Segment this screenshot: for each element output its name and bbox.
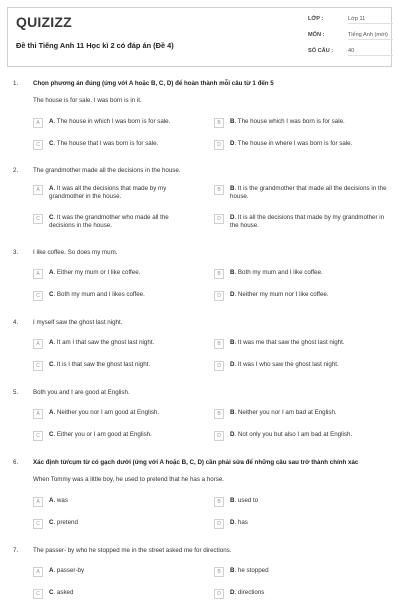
option-letter: C [49, 431, 54, 438]
option-letter: B [230, 409, 235, 416]
option-text: Not only you but also I am bad at English. [237, 431, 353, 438]
option-text: The house which I was born is for sale. [237, 118, 345, 125]
meta-value: Lớp 11 [348, 16, 393, 24]
option-letter-box: B [214, 409, 224, 419]
question-number: 6. [13, 459, 19, 466]
option-text: Both my mum and I like coffee. [237, 269, 323, 276]
meta-label: SỐ CÂU : [308, 48, 334, 54]
option-letter-box: A [33, 339, 43, 349]
meta-label: LỚP : [308, 16, 324, 22]
option-letter: B [230, 567, 235, 574]
answer-option-a[interactable]: A A. Neither you nor I am good at English. [33, 409, 193, 419]
option-text: It is I that saw the ghost last night. [56, 361, 151, 368]
answer-option-c[interactable]: C C. asked [33, 589, 193, 599]
option-letter-box: D [214, 291, 224, 301]
option-text: The house that I was born is for sale. [56, 140, 159, 147]
option-letter: A [49, 185, 54, 192]
meta-label: MÔN : [308, 32, 325, 38]
page-title: Đề thi Tiếng Anh 11 Học kì 2 có đáp án (Đề 4) [16, 41, 174, 50]
option-letter-box: C [33, 214, 43, 224]
option-letter-box: B [214, 567, 224, 577]
option-letter: D [230, 140, 235, 147]
answer-option-b[interactable]: B B. used to [214, 497, 394, 507]
answer-option-c[interactable]: C C. Either you or I am good at English. [33, 431, 193, 441]
answer-option-c[interactable]: C C. It was the grandmother who made all the decisions in the house. [33, 214, 193, 229]
option-text: It was me that saw the ghost last night. [237, 339, 345, 346]
option-letter-box: D [214, 140, 224, 150]
meta-row-class [308, 16, 393, 32]
option-letter-box: A [33, 567, 43, 577]
option-letter-box: C [33, 519, 43, 529]
option-letter-box: A [33, 497, 43, 507]
option-letter: B [230, 339, 235, 346]
option-letter-box: B [214, 118, 224, 128]
option-text: he stopped [237, 567, 269, 574]
option-letter: A [49, 118, 54, 125]
meta-value: Tiếng Anh (mới) [348, 32, 393, 40]
option-letter: C [49, 140, 54, 147]
answer-option-b[interactable]: B B. Both my mum and I like coffee. [214, 269, 394, 279]
option-text: Either my mum or I like coffee. [56, 269, 141, 276]
meta-row-count [308, 48, 393, 64]
question-stem: When Tommy was a little boy, he used to pretend that he has a horse. [33, 476, 225, 483]
answer-option-a[interactable]: A A. was [33, 497, 193, 507]
option-text: It was the grandmother who made all the decisions in the house. [49, 214, 169, 229]
option-text: The house in where I was born is for sale. [237, 140, 353, 147]
option-letter: B [230, 185, 235, 192]
option-letter: B [230, 118, 235, 125]
option-text: It is all the decisions that made by my grandmother in the house. [230, 214, 385, 229]
option-letter: A [49, 567, 54, 574]
option-letter: D [230, 361, 235, 368]
question-number: 3. [13, 249, 19, 256]
answer-option-c[interactable]: C C. It is I that saw the ghost last night. [33, 361, 193, 371]
option-text: It is the grandmother that made all the decisions in the house. [230, 185, 387, 200]
option-letter-box: A [33, 269, 43, 279]
option-letter: D [230, 291, 235, 298]
option-letter-box: D [214, 589, 224, 599]
question-number: 7. [13, 547, 19, 554]
question-stem: I myself saw the ghost last night. [33, 319, 123, 326]
option-text: Both my mum and I likes coffee. [56, 291, 145, 298]
answer-option-a[interactable]: A A. It was all the decisions that made by my grandmother in the house. [33, 185, 193, 200]
option-text: It am I that saw the ghost last night. [56, 339, 155, 346]
option-text: directions [237, 589, 265, 596]
answer-option-b[interactable]: B B. The house which I was born is for sale. [214, 118, 394, 128]
question-number: 1. [13, 80, 19, 87]
option-letter: D [230, 431, 235, 438]
answer-option-a[interactable]: A A. It am I that saw the ghost last night. [33, 339, 193, 349]
option-letter-box: D [214, 519, 224, 529]
question-stem: The grandmother made all the decisions in the house. [33, 167, 181, 174]
option-letter: D [230, 519, 235, 526]
question-stem: Both you and I are good at English. [33, 389, 130, 396]
meta-row-subject [308, 32, 393, 48]
option-text: passer-by [56, 567, 85, 574]
answer-option-c[interactable]: C C. The house that I was born is for sale. [33, 140, 193, 150]
answer-option-b[interactable]: B B. Neither you nor I am bad at English. [214, 409, 394, 419]
option-letter-box: D [214, 431, 224, 441]
meta-info [308, 16, 393, 64]
option-letter-box: D [214, 214, 224, 224]
answer-option-b[interactable]: B B. It is the grandmother that made all the decisions in the house. [214, 185, 394, 200]
question-stem: I like coffee. So does my mum. [33, 249, 118, 256]
answer-option-d[interactable]: D D. has [214, 519, 394, 529]
question-number: 4. [13, 319, 19, 326]
option-letter-box: C [33, 431, 43, 441]
answer-option-d[interactable]: D D. Neither my mum nor I like coffee. [214, 291, 394, 301]
section-instruction: Chọn phương án đúng (ứng với A hoặc B, C, D) để hoàn thành mỗi câu từ 1 đến 5 [33, 80, 274, 87]
option-letter-box: B [214, 339, 224, 349]
option-letter-box: A [33, 185, 43, 195]
question-number: 5. [13, 389, 19, 396]
option-letter-box: C [33, 291, 43, 301]
option-letter: B [230, 269, 235, 276]
option-letter: A [49, 269, 54, 276]
answer-option-d[interactable]: D D. directions [214, 589, 394, 599]
option-letter: A [49, 497, 54, 504]
option-letter-box: C [33, 589, 43, 599]
option-letter: C [49, 361, 54, 368]
option-text: asked [56, 589, 74, 596]
option-letter-box: D [214, 361, 224, 371]
option-text: Either you or I am good at English. [56, 431, 152, 438]
answer-option-b[interactable]: B B. he stopped [214, 567, 394, 577]
option-letter-box: C [33, 361, 43, 371]
option-letter-box: A [33, 118, 43, 128]
question-stem: The house is for sale. I was born is in it. [33, 97, 142, 104]
option-letter: C [49, 291, 54, 298]
answer-option-d[interactable]: D D. The house in where I was born is for sale. [214, 140, 394, 150]
answer-option-d[interactable]: D D. Not only you but also I am bad at English. [214, 431, 394, 441]
answer-option-a[interactable]: A A. The house in which I was born is for sale. [33, 118, 193, 128]
option-text: Neither you nor I am good at English. [56, 409, 160, 416]
worksheet-header [7, 7, 392, 67]
quizizz-logo: QUIZIZZ [16, 14, 72, 30]
option-letter: C [49, 519, 54, 526]
section-instruction: Xác định từ/cụm từ có gạch dưới (ứng với A hoặc B, C, D) cần phải sửa để những câu sau trở thành chính xác [33, 459, 359, 466]
meta-value: 40 [348, 48, 393, 56]
answer-option-b[interactable]: B B. It was me that saw the ghost last night. [214, 339, 394, 349]
option-letter: C [49, 214, 54, 221]
option-letter: A [49, 339, 54, 346]
question-stem: The passer- by who he stopped me in the street asked me for directions. [33, 547, 232, 554]
answer-option-c[interactable]: C C. Both my mum and I likes coffee. [33, 291, 193, 301]
option-letter-box: A [33, 409, 43, 419]
answer-option-d[interactable]: D D. It is all the decisions that made by my grandmother in the house. [214, 214, 394, 229]
answer-option-a[interactable]: A A. passer-by [33, 567, 193, 577]
option-text: has [237, 519, 248, 526]
option-letter: B [230, 497, 235, 504]
option-letter-box: B [214, 497, 224, 507]
option-text: The house in which I was born is for sale. [56, 118, 171, 125]
option-text: Neither you nor I am bad at English. [237, 409, 337, 416]
option-letter-box: B [214, 269, 224, 279]
option-text: pretend [56, 519, 78, 526]
option-letter-box: B [214, 185, 224, 195]
option-text: was [56, 497, 68, 504]
option-letter-box: C [33, 140, 43, 150]
answer-option-c[interactable]: C C. pretend [33, 519, 193, 529]
option-letter: C [49, 589, 54, 596]
option-text: used to [237, 497, 259, 504]
answer-option-d[interactable]: D D. It was I who saw the ghost last night. [214, 361, 394, 371]
option-letter: D [230, 214, 235, 221]
option-letter: A [49, 409, 54, 416]
option-text: Neither my mum nor I like coffee. [237, 291, 329, 298]
option-letter: D [230, 589, 235, 596]
option-text: It was all the decisions that made by my grandmother in the house. [49, 185, 167, 200]
answer-option-a[interactable]: A A. Either my mum or I like coffee. [33, 269, 193, 279]
option-text: It was I who saw the ghost last night. [237, 361, 339, 368]
question-number: 2. [13, 167, 19, 174]
